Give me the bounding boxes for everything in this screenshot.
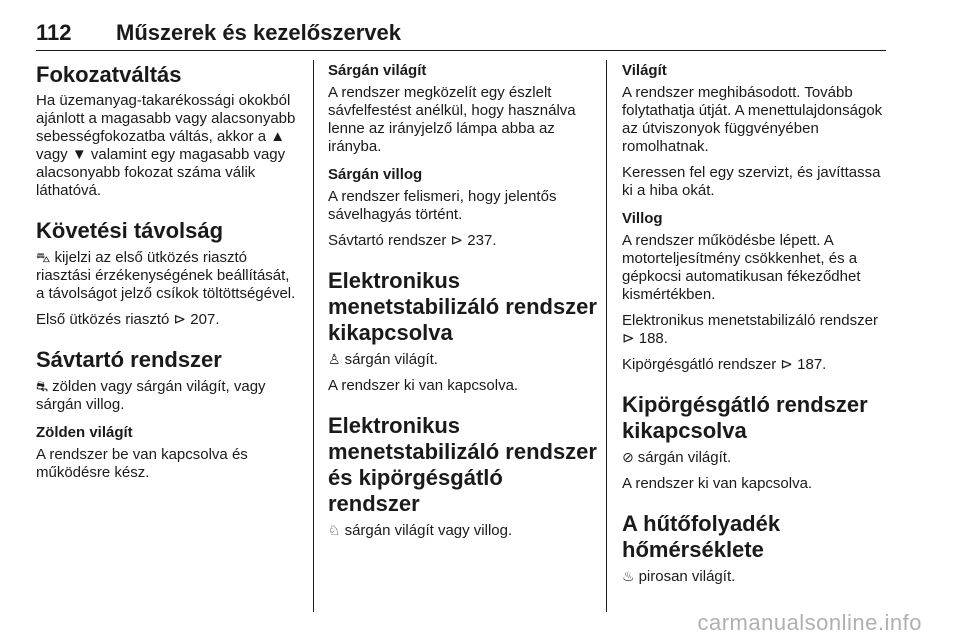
para-esp-tc — [328, 521, 600, 540]
lane-keep-icon: ⛐ — [36, 378, 49, 394]
para-kovetesi-text: kijelzi az első ütközés riasztó riasztási érzékenységének beállítását, a távolságot jelző csíkok töltöttségével. — [36, 249, 296, 302]
para-esp-off — [328, 350, 600, 369]
heading-savtarto: Sávtartó rendszer — [36, 347, 222, 372]
para-villog-ref-1: Elektronikus menetstabilizáló rendszer ⊳ 188. — [622, 312, 878, 347]
coolant-temperature-icon: ♨ — [622, 568, 635, 584]
running-title: Műszerek és kezelőszervek — [116, 20, 401, 45]
para-hutofolyadek — [622, 567, 884, 586]
para-savtarto — [36, 377, 298, 414]
heading-kovetesi-tavolsag: Követési távolság — [36, 218, 224, 243]
subheading-zolden: Zölden világít — [36, 424, 133, 441]
para-hutofolyadek-text: pirosan világít. — [638, 568, 736, 585]
para-zolden: A rendszer be van kapcsolva és működésre kész. — [36, 446, 248, 481]
para-villog-1: A rendszer működésbe lépett. A motorteljesítmény csökkenhet, és a gépkocsi automatikusan fékeződhet kismértékben. — [622, 232, 861, 303]
para-fokozatvaltas: Ha üzemanyag-takarékossági okokból ajánlott a magasabb vagy alacsonyabb sebességfokozatba váltás, akkor a ▲ vagy ▼ valamint egy magasabb vagy alacsonyabb fokozat száma válik láthatóvá. — [36, 92, 296, 199]
para-sargan-villog: A rendszer felismeri, hogy jelentős sávelhagyás történt. — [328, 188, 557, 223]
para-esp-off-text: sárgán világít. — [344, 351, 438, 368]
para-sargan-villog-ref: Sávtartó rendszer ⊳ 237. — [328, 232, 497, 249]
column-right — [622, 62, 884, 594]
heading-hutofolyadek: A hűtőfolyadék hőmérséklete — [622, 511, 781, 562]
heading-fokozatvaltas: Fokozatváltás — [36, 62, 182, 87]
para-vilagit-1: A rendszer meghibásodott. Tovább folytathatja útját. A menettulajdonságok az útviszonyok függvényében romolhatnak. — [622, 84, 883, 155]
para-kovetesi-tavolsag — [36, 248, 298, 303]
column-middle — [328, 62, 600, 548]
page-number: 112 — [36, 20, 72, 45]
heading-esp-tc: Elektronikus menetstabilizáló rendszer és kipörgésgátló rendszer — [328, 413, 597, 516]
column-divider-1 — [313, 60, 314, 612]
heading-esp-off: Elektronikus menetstabilizáló rendszer kikapcsolva — [328, 268, 597, 345]
watermark: carmanualsonline.info — [697, 610, 922, 635]
para-sargan-vilagit: A rendszer megközelít egy észlelt sávfelfestést anélkül, hogy használva lenne az irányjelző lámpa abba az irányba. — [328, 84, 576, 155]
header-rule — [36, 50, 886, 51]
following-distance-icon: ⛍ — [36, 249, 51, 265]
para-esp-off-2: A rendszer ki van kapcsolva. — [328, 377, 519, 394]
subheading-vilagit: Világít — [622, 62, 667, 79]
para-tc-off-text: sárgán világít. — [637, 449, 732, 466]
para-tc-off — [622, 448, 884, 467]
tc-off-icon: ⊘ — [622, 449, 634, 465]
esp-tc-icon: ♘ — [328, 522, 341, 538]
subheading-sargan-villog: Sárgán villog — [328, 166, 423, 183]
column-left — [36, 62, 298, 490]
para-villog-ref-2: Kipörgésgátló rendszer ⊳ 187. — [622, 356, 827, 373]
column-divider-2 — [606, 60, 607, 612]
para-tc-off-2: A rendszer ki van kapcsolva. — [622, 475, 813, 492]
para-vilagit-2: Keressen fel egy szervizt, és javíttassa ki a hiba okát. — [622, 164, 881, 199]
para-esp-tc-text: sárgán világít vagy villog. — [344, 522, 513, 539]
para-kovetesi-ref: Első ütközés riasztó ⊳ 207. — [36, 311, 220, 328]
heading-tc-off: Kipörgésgátló rendszer kikapcsolva — [622, 392, 868, 443]
subheading-sargan-vilagit: Sárgán világít — [328, 62, 427, 79]
esp-off-icon: ♙ — [328, 351, 341, 367]
page-header — [36, 20, 886, 50]
subheading-villog: Villog — [622, 210, 663, 227]
para-savtarto-text: zölden vagy sárgán világít, vagy sárgán villog. — [36, 378, 266, 413]
